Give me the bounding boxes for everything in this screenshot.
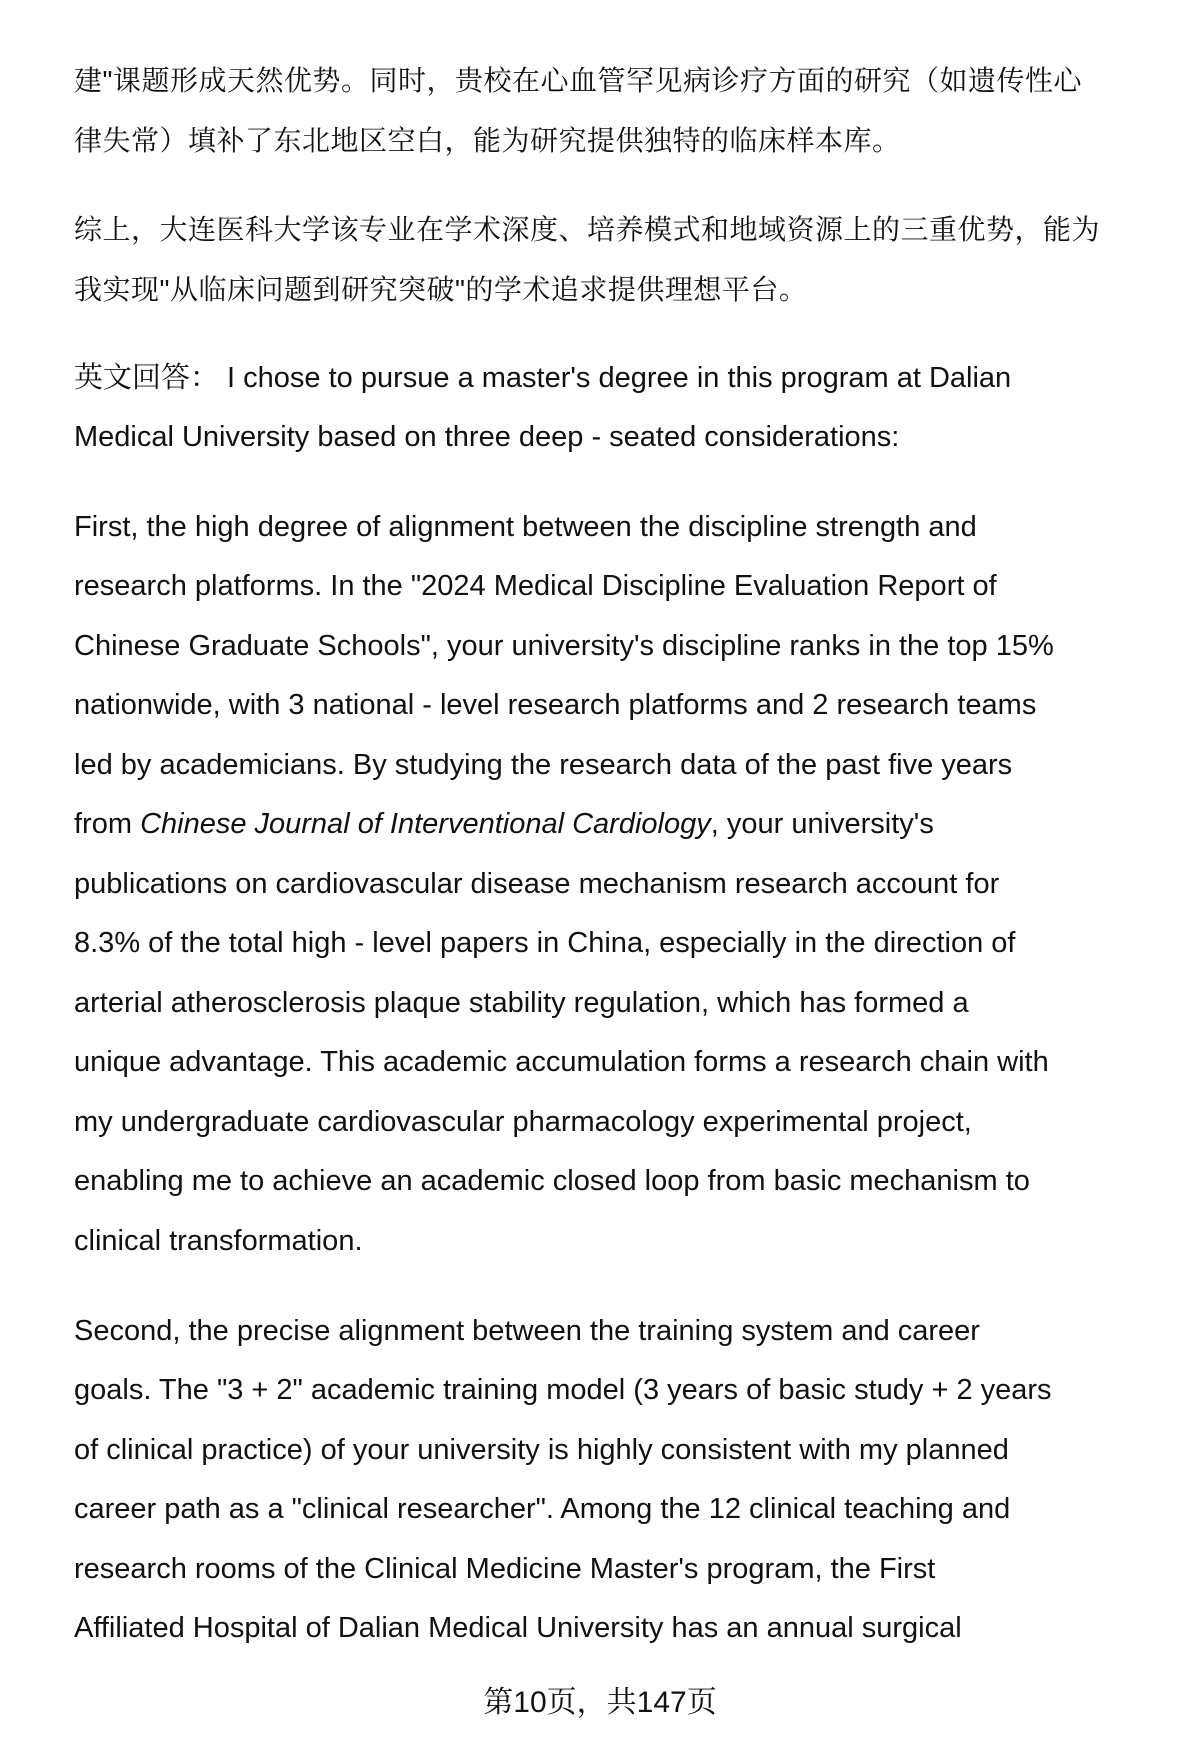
text-line: Affiliated Hospital of Dalian Medical University has an annual surgical (74, 1612, 962, 1644)
text-line: research platforms. In the "2024 Medical Discipline Evaluation Report of (74, 570, 997, 602)
text-line: unique advantage. This academic accumulation forms a research chain with (74, 1046, 1049, 1078)
text-line: 8.3% of the total high - level papers in China, especially in the direction of (74, 927, 1016, 959)
text-segment: , your university's (710, 808, 934, 840)
text-line: led by academicians. By studying the research data of the past five years (74, 749, 1013, 781)
text-line: 英文回答： I chose to pursue a master's degree in this program at Dalian (74, 362, 1012, 394)
text-line: arterial atherosclerosis plaque stability regulation, which has formed a (74, 987, 969, 1019)
text-line: nationwide, with 3 national - level research platforms and 2 research teams (74, 689, 1037, 721)
text-line: Second, the precise alignment between the training system and career (74, 1315, 980, 1347)
text-line: Medical University based on three deep - seated considerations: (74, 421, 900, 453)
text-line: 我实现"从临床问题到研究突破"的学术追求提供理想平台。 (74, 274, 808, 305)
text-line: 建"课题形成天然优势。同时，贵校在心血管罕见病诊疗方面的研究（如遗传性心 (74, 65, 1082, 96)
text-segment: from (74, 808, 141, 840)
page-number: 第10页，共147页 (483, 1686, 717, 1719)
text-line: clinical transformation. (74, 1225, 363, 1257)
text-line: goals. The "3 + 2" academic training model (3 years of basic study + 2 years (74, 1374, 1052, 1406)
text-line: 综上，大连医科大学该专业在学术深度、培养模式和地域资源上的三重优势，能为 (74, 214, 1101, 245)
text-line: my undergraduate cardiovascular pharmacology experimental project, (74, 1106, 972, 1138)
text-line: enabling me to achieve an academic closed loop from basic mechanism to (74, 1165, 1030, 1197)
text-line: 律失常）填补了东北地区空白，能为研究提供独特的临床样本库。 (74, 125, 901, 156)
journal-title: Chinese Journal of Interventional Cardiology (140, 808, 711, 840)
text-line: research rooms of the Clinical Medicine Master's program, the First (74, 1553, 936, 1585)
text-line: First, the high degree of alignment between the discipline strength and (74, 511, 977, 543)
text-line: career path as a "clinical researcher". Among the 12 clinical teaching and (74, 1493, 1011, 1525)
text-line: publications on cardiovascular disease mechanism research account for (74, 868, 1000, 900)
text-line: of clinical practice) of your university is highly consistent with my planned (74, 1434, 1009, 1466)
text-line: Chinese Graduate Schools", your university's discipline ranks in the top 15% (74, 630, 1054, 662)
text-line (74, 806, 934, 842)
